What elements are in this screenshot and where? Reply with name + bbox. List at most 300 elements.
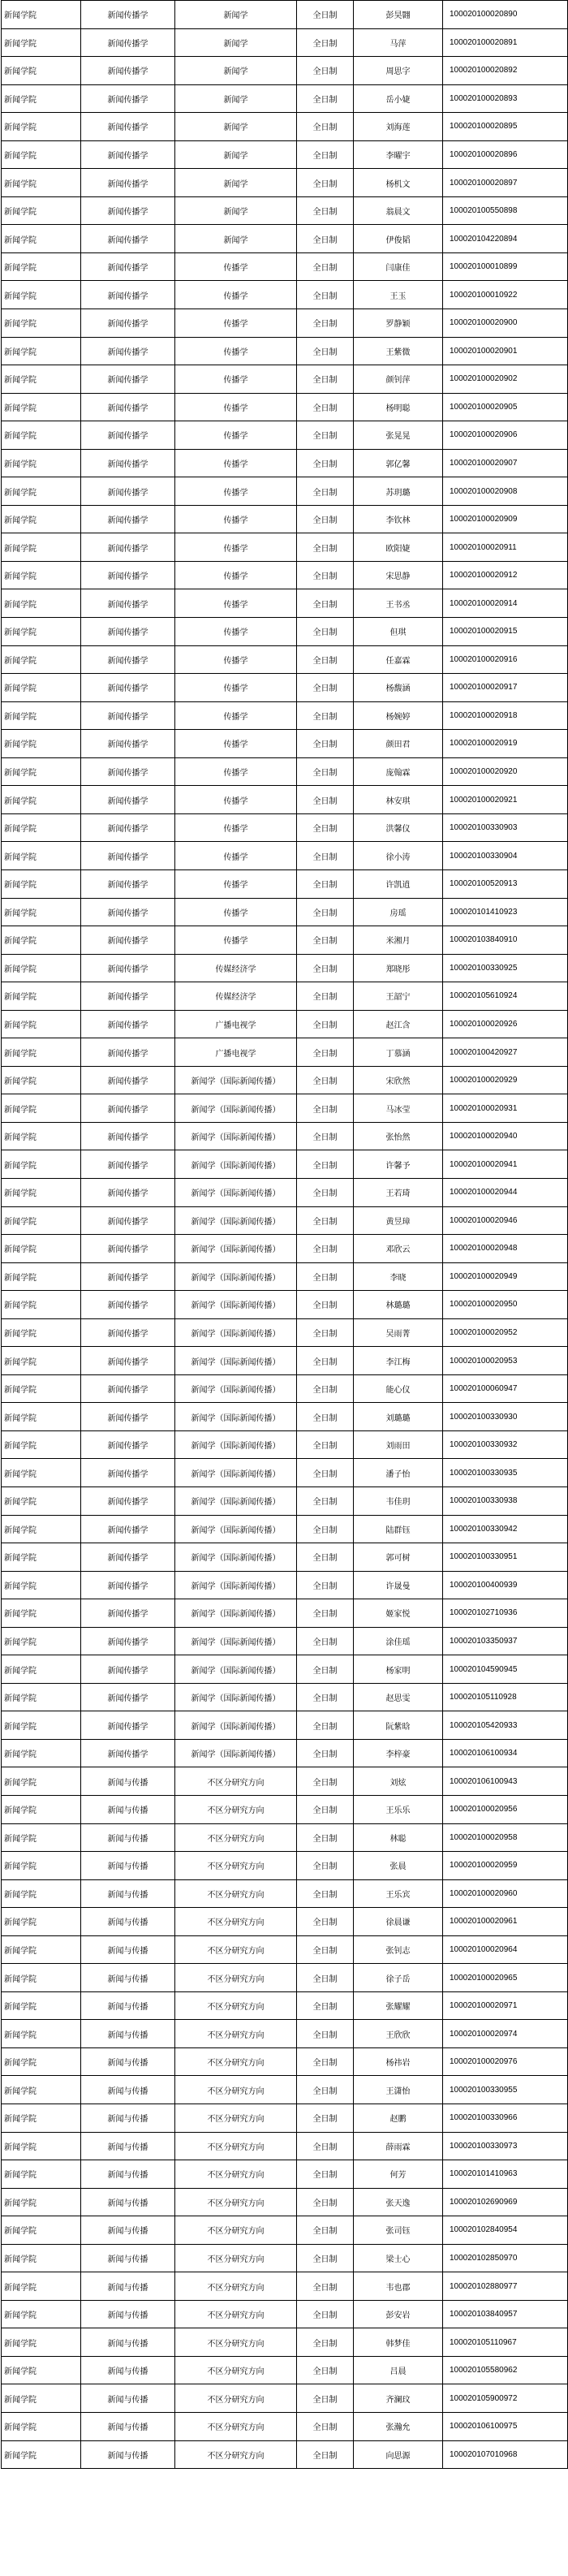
study-mode-cell: 全日制: [297, 1374, 354, 1403]
student-name-cell: 能心仪: [354, 1374, 443, 1403]
table-row: [2, 309, 568, 338]
student-name-cell: 黄昱璋: [354, 1206, 443, 1235]
discipline-cell: 新闻传播学: [81, 813, 175, 842]
study-mode-cell: 全日制: [297, 2132, 354, 2160]
major-cell: 新闻学（国际新闻传播）: [175, 1235, 297, 1263]
table-row: [2, 618, 568, 646]
student-name-cell: 颜田君: [354, 730, 443, 758]
candidate-number-cell: 100020100020964: [443, 1935, 568, 1964]
college-cell: 新闻学院: [2, 1823, 81, 1852]
college-cell: 新闻学院: [2, 113, 81, 141]
major-cell: 新闻学（国际新闻传播）: [175, 1094, 297, 1123]
college-cell: 新闻学院: [2, 757, 81, 786]
study-mode-cell: 全日制: [297, 337, 354, 365]
study-mode-cell: 全日制: [297, 1178, 354, 1206]
candidate-number-cell: 100020100020902: [443, 365, 568, 394]
college-cell: 新闻学院: [2, 618, 81, 646]
candidate-number-cell: 100020100020906: [443, 421, 568, 450]
study-mode-cell: 全日制: [297, 1318, 354, 1347]
discipline-cell: 新闻传播学: [81, 1599, 175, 1628]
major-cell: 不区分研究方向: [175, 2160, 297, 2189]
table-row: [2, 1964, 568, 1992]
study-mode-cell: 全日制: [297, 2272, 354, 2301]
candidate-number-cell: 100020104220894: [443, 225, 568, 253]
discipline-cell: 新闻传播学: [81, 281, 175, 309]
study-mode-cell: 全日制: [297, 2020, 354, 2048]
study-mode-cell: 全日制: [297, 225, 354, 253]
student-name-cell: 张钊志: [354, 1935, 443, 1964]
student-name-cell: 薛雨霖: [354, 2132, 443, 2160]
candidate-number-cell: 100020100330942: [443, 1515, 568, 1543]
table-row: [2, 1991, 568, 2020]
candidate-number-cell: 100020103840910: [443, 926, 568, 955]
college-cell: 新闻学院: [2, 1038, 81, 1067]
candidate-number-cell: 100020106100943: [443, 1767, 568, 1796]
study-mode-cell: 全日制: [297, 1122, 354, 1150]
study-mode-cell: 全日制: [297, 252, 354, 281]
study-mode-cell: 全日制: [297, 1908, 354, 1936]
student-name-cell: 刘炫: [354, 1767, 443, 1796]
table-row: [2, 2384, 568, 2413]
student-name-cell: 张司钰: [354, 2216, 443, 2245]
table-row: [2, 140, 568, 169]
major-cell: 新闻学（国际新闻传播）: [175, 1430, 297, 1459]
student-name-cell: 许晟曼: [354, 1571, 443, 1599]
major-cell: 传播学: [175, 757, 297, 786]
study-mode-cell: 全日制: [297, 813, 354, 842]
discipline-cell: 新闻与传播: [81, 2300, 175, 2328]
table-row: [2, 730, 568, 758]
student-name-cell: 陆群钰: [354, 1515, 443, 1543]
student-name-cell: 王潇怡: [354, 2076, 443, 2104]
college-cell: 新闻学院: [2, 1543, 81, 1572]
table-row: [2, 225, 568, 253]
major-cell: 新闻学（国际新闻传播）: [175, 1627, 297, 1655]
student-name-cell: 涂佳瑶: [354, 1627, 443, 1655]
student-name-cell: 林璐璐: [354, 1291, 443, 1319]
candidate-number-cell: 100020100020915: [443, 618, 568, 646]
table-row: [2, 1347, 568, 1375]
study-mode-cell: 全日制: [297, 1150, 354, 1179]
major-cell: 传媒经济学: [175, 982, 297, 1011]
student-name-cell: 许凯逍: [354, 869, 443, 898]
candidate-number-cell: 100020105420933: [443, 1711, 568, 1740]
student-name-cell: 韦佳玥: [354, 1486, 443, 1515]
student-name-cell: 杨馥涵: [354, 674, 443, 702]
student-name-cell: 齐澜玟: [354, 2384, 443, 2413]
major-cell: 不区分研究方向: [175, 2188, 297, 2216]
major-cell: 不区分研究方向: [175, 2440, 297, 2469]
discipline-cell: 新闻传播学: [81, 225, 175, 253]
candidate-number-cell: 100020100020911: [443, 533, 568, 562]
table-row: [2, 1796, 568, 1824]
discipline-cell: 新闻传播学: [81, 1683, 175, 1711]
candidate-number-cell: 100020102710936: [443, 1599, 568, 1628]
discipline-cell: 新闻传播学: [81, 1066, 175, 1094]
major-cell: 传播学: [175, 926, 297, 955]
major-cell: 传媒经济学: [175, 954, 297, 982]
candidate-number-cell: 100020100020909: [443, 505, 568, 533]
student-name-cell: 林安琪: [354, 786, 443, 814]
discipline-cell: 新闻与传播: [81, 1908, 175, 1936]
table-row: [2, 252, 568, 281]
discipline-cell: 新闻与传播: [81, 1767, 175, 1796]
candidate-number-cell: 100020100020907: [443, 449, 568, 477]
candidate-number-cell: 100020105580962: [443, 2356, 568, 2384]
discipline-cell: 新闻传播学: [81, 421, 175, 450]
major-cell: 新闻学（国际新闻传播）: [175, 1655, 297, 1684]
student-name-cell: 马萍: [354, 28, 443, 57]
major-cell: 传播学: [175, 842, 297, 870]
college-cell: 新闻学院: [2, 393, 81, 421]
major-cell: 新闻学: [175, 196, 297, 225]
study-mode-cell: 全日制: [297, 2356, 354, 2384]
major-cell: 新闻学: [175, 169, 297, 197]
candidate-number-cell: 100020105110928: [443, 1683, 568, 1711]
discipline-cell: 新闻传播学: [81, 113, 175, 141]
college-cell: 新闻学院: [2, 1122, 81, 1150]
table-row: [2, 1403, 568, 1431]
discipline-cell: 新闻与传播: [81, 2440, 175, 2469]
table-row: [2, 2132, 568, 2160]
study-mode-cell: 全日制: [297, 1852, 354, 1880]
discipline-cell: 新闻传播学: [81, 365, 175, 394]
major-cell: 不区分研究方向: [175, 2300, 297, 2328]
discipline-cell: 新闻与传播: [81, 1964, 175, 1992]
table-row: [2, 393, 568, 421]
student-name-cell: 米湘月: [354, 926, 443, 955]
discipline-cell: 新闻传播学: [81, 477, 175, 506]
student-name-cell: 赵鹏: [354, 2104, 443, 2133]
table-row: [2, 533, 568, 562]
major-cell: 新闻学（国际新闻传播）: [175, 1683, 297, 1711]
student-name-cell: 阮紫晗: [354, 1711, 443, 1740]
candidate-number-cell: 100020100020941: [443, 1150, 568, 1179]
candidate-number-cell: 100020100010922: [443, 281, 568, 309]
student-name-cell: 姬家悦: [354, 1599, 443, 1628]
discipline-cell: 新闻传播学: [81, 1262, 175, 1291]
student-name-cell: 杨祎岩: [354, 2047, 443, 2076]
college-cell: 新闻学院: [2, 2076, 81, 2104]
major-cell: 传播学: [175, 309, 297, 338]
table-row: [2, 2216, 568, 2245]
study-mode-cell: 全日制: [297, 2160, 354, 2189]
college-cell: 新闻学院: [2, 1515, 81, 1543]
college-cell: 新闻学院: [2, 2020, 81, 2048]
candidate-number-cell: 100020100020952: [443, 1318, 568, 1347]
study-mode-cell: 全日制: [297, 1655, 354, 1684]
candidate-number-cell: 100020100020931: [443, 1094, 568, 1123]
student-name-cell: 张天逸: [354, 2188, 443, 2216]
student-name-cell: 房瑶: [354, 898, 443, 926]
major-cell: 不区分研究方向: [175, 2384, 297, 2413]
major-cell: 传播学: [175, 618, 297, 646]
candidate-number-cell: 100020100400939: [443, 1571, 568, 1599]
table-row: [2, 1235, 568, 1263]
major-cell: 不区分研究方向: [175, 2272, 297, 2301]
candidate-number-cell: 100020100330955: [443, 2076, 568, 2104]
college-cell: 新闻学院: [2, 2047, 81, 2076]
college-cell: 新闻学院: [2, 674, 81, 702]
discipline-cell: 新闻传播学: [81, 589, 175, 618]
student-name-cell: 闫康佳: [354, 252, 443, 281]
discipline-cell: 新闻传播学: [81, 252, 175, 281]
college-cell: 新闻学院: [2, 2272, 81, 2301]
discipline-cell: 新闻传播学: [81, 1374, 175, 1403]
study-mode-cell: 全日制: [297, 1935, 354, 1964]
major-cell: 新闻学: [175, 1, 297, 29]
discipline-cell: 新闻传播学: [81, 1347, 175, 1375]
candidate-number-cell: 100020101410923: [443, 898, 568, 926]
discipline-cell: 新闻传播学: [81, 757, 175, 786]
discipline-cell: 新闻与传播: [81, 1823, 175, 1852]
student-name-cell: 吕晨: [354, 2356, 443, 2384]
candidate-number-cell: 100020100020965: [443, 1964, 568, 1992]
major-cell: 不区分研究方向: [175, 2413, 297, 2441]
study-mode-cell: 全日制: [297, 2300, 354, 2328]
college-cell: 新闻学院: [2, 1599, 81, 1628]
student-name-cell: 王韶宁: [354, 982, 443, 1011]
study-mode-cell: 全日制: [297, 1964, 354, 1992]
college-cell: 新闻学院: [2, 1964, 81, 1992]
college-cell: 新闻学院: [2, 1066, 81, 1094]
major-cell: 新闻学（国际新闻传播）: [175, 1206, 297, 1235]
candidate-number-cell: 100020100020895: [443, 113, 568, 141]
discipline-cell: 新闻传播学: [81, 1291, 175, 1319]
student-name-cell: 张瀚允: [354, 2413, 443, 2441]
student-name-cell: 宋思静: [354, 561, 443, 589]
student-name-cell: 欧阳婕: [354, 533, 443, 562]
candidate-number-cell: 100020100020976: [443, 2047, 568, 2076]
candidate-number-cell: 100020100020917: [443, 674, 568, 702]
study-mode-cell: 全日制: [297, 982, 354, 1011]
table-row: [2, 2160, 568, 2189]
major-cell: 不区分研究方向: [175, 2104, 297, 2133]
candidate-number-cell: 100020101410963: [443, 2160, 568, 2189]
study-mode-cell: 全日制: [297, 757, 354, 786]
study-mode-cell: 全日制: [297, 1235, 354, 1263]
candidate-number-cell: 100020100520913: [443, 869, 568, 898]
table-row: [2, 281, 568, 309]
study-mode-cell: 全日制: [297, 1796, 354, 1824]
college-cell: 新闻学院: [2, 1262, 81, 1291]
college-cell: 新闻学院: [2, 2413, 81, 2441]
study-mode-cell: 全日制: [297, 1459, 354, 1487]
major-cell: 不区分研究方向: [175, 1879, 297, 1908]
discipline-cell: 新闻与传播: [81, 2384, 175, 2413]
student-name-cell: 马冰莹: [354, 1094, 443, 1123]
college-cell: 新闻学院: [2, 1459, 81, 1487]
major-cell: 新闻学（国际新闻传播）: [175, 1178, 297, 1206]
study-mode-cell: 全日制: [297, 393, 354, 421]
discipline-cell: 新闻传播学: [81, 1235, 175, 1263]
study-mode-cell: 全日制: [297, 1, 354, 29]
study-mode-cell: 全日制: [297, 1347, 354, 1375]
major-cell: 传播学: [175, 898, 297, 926]
major-cell: 新闻学（国际新闻传播）: [175, 1459, 297, 1487]
discipline-cell: 新闻传播学: [81, 449, 175, 477]
table-row: [2, 1291, 568, 1319]
table-row: [2, 674, 568, 702]
discipline-cell: 新闻传播学: [81, 1515, 175, 1543]
college-cell: 新闻学院: [2, 869, 81, 898]
table-row: [2, 1683, 568, 1711]
discipline-cell: 新闻与传播: [81, 2076, 175, 2104]
discipline-cell: 新闻传播学: [81, 140, 175, 169]
table-row: [2, 1066, 568, 1094]
table-row: [2, 1459, 568, 1487]
major-cell: 传播学: [175, 449, 297, 477]
table-row: [2, 169, 568, 197]
study-mode-cell: 全日制: [297, 84, 354, 113]
student-name-cell: 刘海莲: [354, 113, 443, 141]
college-cell: 新闻学院: [2, 28, 81, 57]
study-mode-cell: 全日制: [297, 477, 354, 506]
student-name-cell: 许馨予: [354, 1150, 443, 1179]
study-mode-cell: 全日制: [297, 2076, 354, 2104]
discipline-cell: 新闻与传播: [81, 2356, 175, 2384]
student-name-cell: 张耀耀: [354, 1991, 443, 2020]
college-cell: 新闻学院: [2, 449, 81, 477]
student-name-cell: 李梓豪: [354, 1739, 443, 1767]
study-mode-cell: 全日制: [297, 2440, 354, 2469]
discipline-cell: 新闻传播学: [81, 1711, 175, 1740]
student-name-cell: 岳小婕: [354, 84, 443, 113]
discipline-cell: 新闻与传播: [81, 2020, 175, 2048]
discipline-cell: 新闻传播学: [81, 337, 175, 365]
discipline-cell: 新闻传播学: [81, 84, 175, 113]
student-name-cell: 周思字: [354, 57, 443, 85]
study-mode-cell: 全日制: [297, 1010, 354, 1038]
study-mode-cell: 全日制: [297, 2047, 354, 2076]
college-cell: 新闻学院: [2, 1430, 81, 1459]
table-row: [2, 2300, 568, 2328]
discipline-cell: 新闻传播学: [81, 954, 175, 982]
student-name-cell: 赵思雯: [354, 1683, 443, 1711]
student-name-cell: 李江梅: [354, 1347, 443, 1375]
candidate-number-cell: 100020100020950: [443, 1291, 568, 1319]
student-name-cell: 何芳: [354, 2160, 443, 2189]
student-name-cell: 林聪: [354, 1823, 443, 1852]
candidate-number-cell: 100020102840954: [443, 2216, 568, 2245]
college-cell: 新闻学院: [2, 2216, 81, 2245]
study-mode-cell: 全日制: [297, 1515, 354, 1543]
college-cell: 新闻学院: [2, 813, 81, 842]
discipline-cell: 新闻与传播: [81, 2104, 175, 2133]
discipline-cell: 新闻传播学: [81, 169, 175, 197]
candidate-number-cell: 100020100020919: [443, 730, 568, 758]
candidate-number-cell: 100020100330903: [443, 813, 568, 842]
student-name-cell: 郑晓彤: [354, 954, 443, 982]
college-cell: 新闻学院: [2, 505, 81, 533]
college-cell: 新闻学院: [2, 2132, 81, 2160]
college-cell: 新闻学院: [2, 2356, 81, 2384]
discipline-cell: 新闻与传播: [81, 1879, 175, 1908]
table-row: [2, 2020, 568, 2048]
table-row: [2, 1262, 568, 1291]
discipline-cell: 新闻传播学: [81, 1627, 175, 1655]
study-mode-cell: 全日制: [297, 898, 354, 926]
major-cell: 传播学: [175, 533, 297, 562]
table-row: [2, 2356, 568, 2384]
discipline-cell: 新闻传播学: [81, 786, 175, 814]
college-cell: 新闻学院: [2, 561, 81, 589]
table-row: [2, 1374, 568, 1403]
study-mode-cell: 全日制: [297, 1206, 354, 1235]
college-cell: 新闻学院: [2, 1403, 81, 1431]
major-cell: 传播学: [175, 701, 297, 730]
candidate-number-cell: 100020102880977: [443, 2272, 568, 2301]
college-cell: 新闻学院: [2, 1908, 81, 1936]
candidate-number-cell: 100020103840957: [443, 2300, 568, 2328]
college-cell: 新闻学院: [2, 2384, 81, 2413]
college-cell: 新闻学院: [2, 1991, 81, 2020]
college-cell: 新闻学院: [2, 57, 81, 85]
study-mode-cell: 全日制: [297, 2104, 354, 2133]
study-mode-cell: 全日制: [297, 1683, 354, 1711]
major-cell: 不区分研究方向: [175, 1991, 297, 2020]
table-row: [2, 337, 568, 365]
study-mode-cell: 全日制: [297, 281, 354, 309]
discipline-cell: 新闻传播学: [81, 393, 175, 421]
college-cell: 新闻学院: [2, 2440, 81, 2469]
table-row: [2, 1038, 568, 1067]
college-cell: 新闻学院: [2, 1571, 81, 1599]
student-name-cell: 李曜宇: [354, 140, 443, 169]
student-name-cell: 韩梦佳: [354, 2328, 443, 2357]
candidate-number-cell: 100020102850970: [443, 2244, 568, 2272]
major-cell: 新闻学: [175, 57, 297, 85]
student-name-cell: 韦也郡: [354, 2272, 443, 2301]
candidate-number-cell: 100020100020908: [443, 477, 568, 506]
college-cell: 新闻学院: [2, 1150, 81, 1179]
table-body: [2, 1, 568, 2469]
college-cell: 新闻学院: [2, 477, 81, 506]
table-row: [2, 1908, 568, 1936]
major-cell: 新闻学: [175, 113, 297, 141]
major-cell: 广播电视学: [175, 1010, 297, 1038]
study-mode-cell: 全日制: [297, 674, 354, 702]
student-name-cell: 杨婉婷: [354, 701, 443, 730]
discipline-cell: 新闻传播学: [81, 618, 175, 646]
student-name-cell: 李钦林: [354, 505, 443, 533]
discipline-cell: 新闻传播学: [81, 1178, 175, 1206]
major-cell: 新闻学（国际新闻传播）: [175, 1571, 297, 1599]
table-row: [2, 2328, 568, 2357]
discipline-cell: 新闻传播学: [81, 1486, 175, 1515]
college-cell: 新闻学院: [2, 1374, 81, 1403]
discipline-cell: 新闻传播学: [81, 1010, 175, 1038]
candidate-number-cell: 100020100020956: [443, 1796, 568, 1824]
college-cell: 新闻学院: [2, 701, 81, 730]
student-name-cell: 王乐乐: [354, 1796, 443, 1824]
study-mode-cell: 全日制: [297, 1739, 354, 1767]
candidate-number-cell: 100020100020953: [443, 1347, 568, 1375]
table-row: [2, 1852, 568, 1880]
college-cell: 新闻学院: [2, 1094, 81, 1123]
study-mode-cell: 全日制: [297, 954, 354, 982]
student-name-cell: 洪馨仪: [354, 813, 443, 842]
college-cell: 新闻学院: [2, 1486, 81, 1515]
discipline-cell: 新闻传播学: [81, 898, 175, 926]
college-cell: 新闻学院: [2, 1627, 81, 1655]
major-cell: 不区分研究方向: [175, 1935, 297, 1964]
discipline-cell: 新闻与传播: [81, 2244, 175, 2272]
candidate-number-cell: 100020105900972: [443, 2384, 568, 2413]
college-cell: 新闻学院: [2, 786, 81, 814]
discipline-cell: 新闻与传播: [81, 2413, 175, 2441]
major-cell: 传播学: [175, 365, 297, 394]
